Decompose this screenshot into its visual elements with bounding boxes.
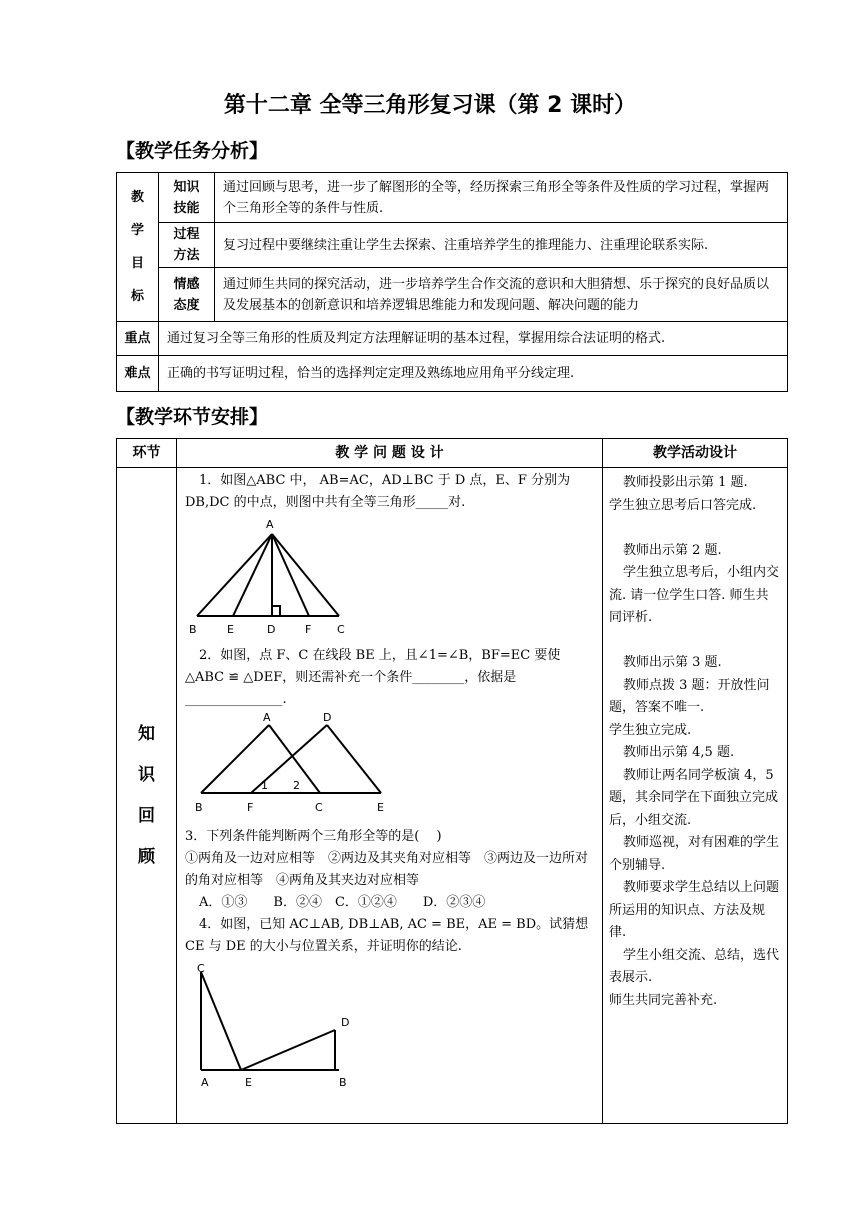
fig1-label-e: E	[227, 623, 234, 636]
question-3-choices: A．①③ B．②④ C．①②④ D．②③④	[199, 895, 486, 910]
goals-table	[116, 172, 788, 392]
header-questions: 教 学 问 题 设 计	[177, 439, 603, 468]
goals-category-cell: 教 学 目 标	[117, 173, 159, 322]
fig2-label-angle-2: 2	[293, 779, 300, 792]
page-title: 第十二章 全等三角形复习课（第 2 课时）	[223, 93, 637, 118]
fig1-label-d: D	[267, 623, 276, 636]
activity-item: 学生小组交流、总结，选代表展示.	[609, 947, 780, 985]
key-point-text: 通过复习全等三角形的性质及判定方法理解证明的基本过程，掌握用综合法证明的格式.	[159, 322, 788, 356]
activity-item: 教师巡视，对有困难的学生个别辅导.	[609, 835, 780, 873]
fig2-label-f: F	[247, 801, 254, 814]
lesson-plan-table	[116, 438, 788, 1124]
fig1-label-a: A	[266, 518, 274, 531]
fig2-label-c: C	[315, 801, 323, 814]
header-stage: 环节	[117, 439, 177, 468]
activity-item	[609, 517, 781, 540]
fig4-label-c: C	[197, 962, 205, 975]
fig2-label-angle-1: 1	[261, 779, 268, 792]
questions-cell	[177, 468, 603, 1124]
activity-item: 教师出示第 4,5 题.	[623, 745, 735, 760]
question-4: 4．如图，已知 AC⊥AB, DB⊥AB, AC = BE，AE = BD。试猜想 CE 与 DE 的大小与位置关系，并证明你的结论.	[185, 917, 589, 954]
figure-2-overlapping-triangles	[185, 711, 395, 819]
fig2-label-b: B	[195, 801, 203, 814]
activity-item: 学生独立完成.	[609, 722, 692, 738]
activity-item: 教师要求学生总结以上问题所运用的知识点、方法及规律.	[609, 880, 780, 940]
difficulty-text: 正确的书写证明过程，恰当的选择判定定理及熟练地应用角平分线定理.	[159, 356, 788, 392]
fig1-label-f: F	[305, 623, 312, 636]
goal-text-process: 复习过程中要继续注重让学生去探索、注重培养学生的推理能力、注重理论联系实际.	[215, 223, 788, 268]
goal-text-knowledge: 通过回顾与思考，进一步了解图形的全等，经历探索三角形全等条件及性质的学习过程，掌握两个三角形全等的条件与性质.	[215, 173, 788, 223]
key-point-label: 重点	[117, 322, 159, 356]
activity-item	[609, 630, 781, 653]
activity-item: 教师出示第 3 题.	[623, 655, 722, 670]
goal-label-process: 过程 方法	[159, 223, 215, 268]
fig4-label-b: B	[339, 1076, 347, 1088]
fig4-label-d: D	[341, 1016, 350, 1029]
question-2: 2．如图，点 F、C 在线段 BE 上，且∠1=∠B，BF=EC 要使△ABC ≌ △DEF，则还需补充一个条件________，依据是_______________.	[185, 648, 561, 707]
header-activities: 教学活动设计	[603, 439, 788, 468]
goal-label-knowledge: 知识 技能	[159, 173, 215, 223]
fig4-label-e: E	[245, 1076, 252, 1088]
fig1-label-c: C	[337, 623, 345, 636]
section-heading-task-analysis: 【教学任务分析】	[116, 140, 269, 162]
activity-item: 教师出示第 2 题.	[623, 542, 722, 558]
fig1-label-b: B	[189, 623, 197, 636]
goal-text-attitude: 通过师生共同的探究活动，进一步培养学生合作交流的意识和大胆猜想、乐于探究的良好品质以及发展基本的创新意识和培养逻辑思维能力和发现问题、解决问题的能力	[215, 268, 788, 322]
goal-label-attitude: 情感 态度	[159, 268, 215, 322]
activity-item: 教师投影出示第 1 题.	[623, 475, 748, 490]
section-heading-lesson-plan: 【教学环节安排】	[116, 406, 269, 428]
fig4-label-a: A	[201, 1076, 209, 1088]
question-1: 1．如图△ABC 中， AB=AC，AD⊥BC 于 D 点，E、F 分别为 DB,DC 的中点，则图中共有全等三角形_____对.	[185, 473, 571, 510]
stage-review-cell: 知 识 回 顾	[117, 468, 177, 1124]
fig2-label-e: E	[377, 801, 384, 814]
fig2-label-d: D	[323, 711, 332, 724]
question-3-options: ①两角及一边对应相等 ②两边及其夹角对应相等 ③两边及一边所对的角对应相等 ④两角及其夹边对应相等	[185, 851, 589, 888]
activity-item: 教师让两名同学板演 4，5 题，其余同学在下面独立完成后，小组交流.	[609, 767, 779, 828]
activity-item: 学生独立思考后，小组内交流. 请一位学生口答. 师生共同评析.	[609, 565, 780, 625]
figure-1-isosceles-triangle	[185, 514, 365, 638]
activity-item: 学生独立思考后口答完成.	[609, 497, 757, 513]
fig2-label-a: A	[263, 711, 271, 724]
difficulty-label: 难点	[117, 356, 159, 392]
figure-4-right-angles	[185, 958, 405, 1088]
activity-item: 教师点拨 3 题：开放性问题，答案不唯一.	[609, 677, 770, 715]
activities-cell	[603, 468, 788, 1124]
activity-item: 师生共同完善补充.	[609, 992, 718, 1008]
question-3: 3．下列条件能判断两个三角形全等的是( )	[185, 829, 442, 844]
